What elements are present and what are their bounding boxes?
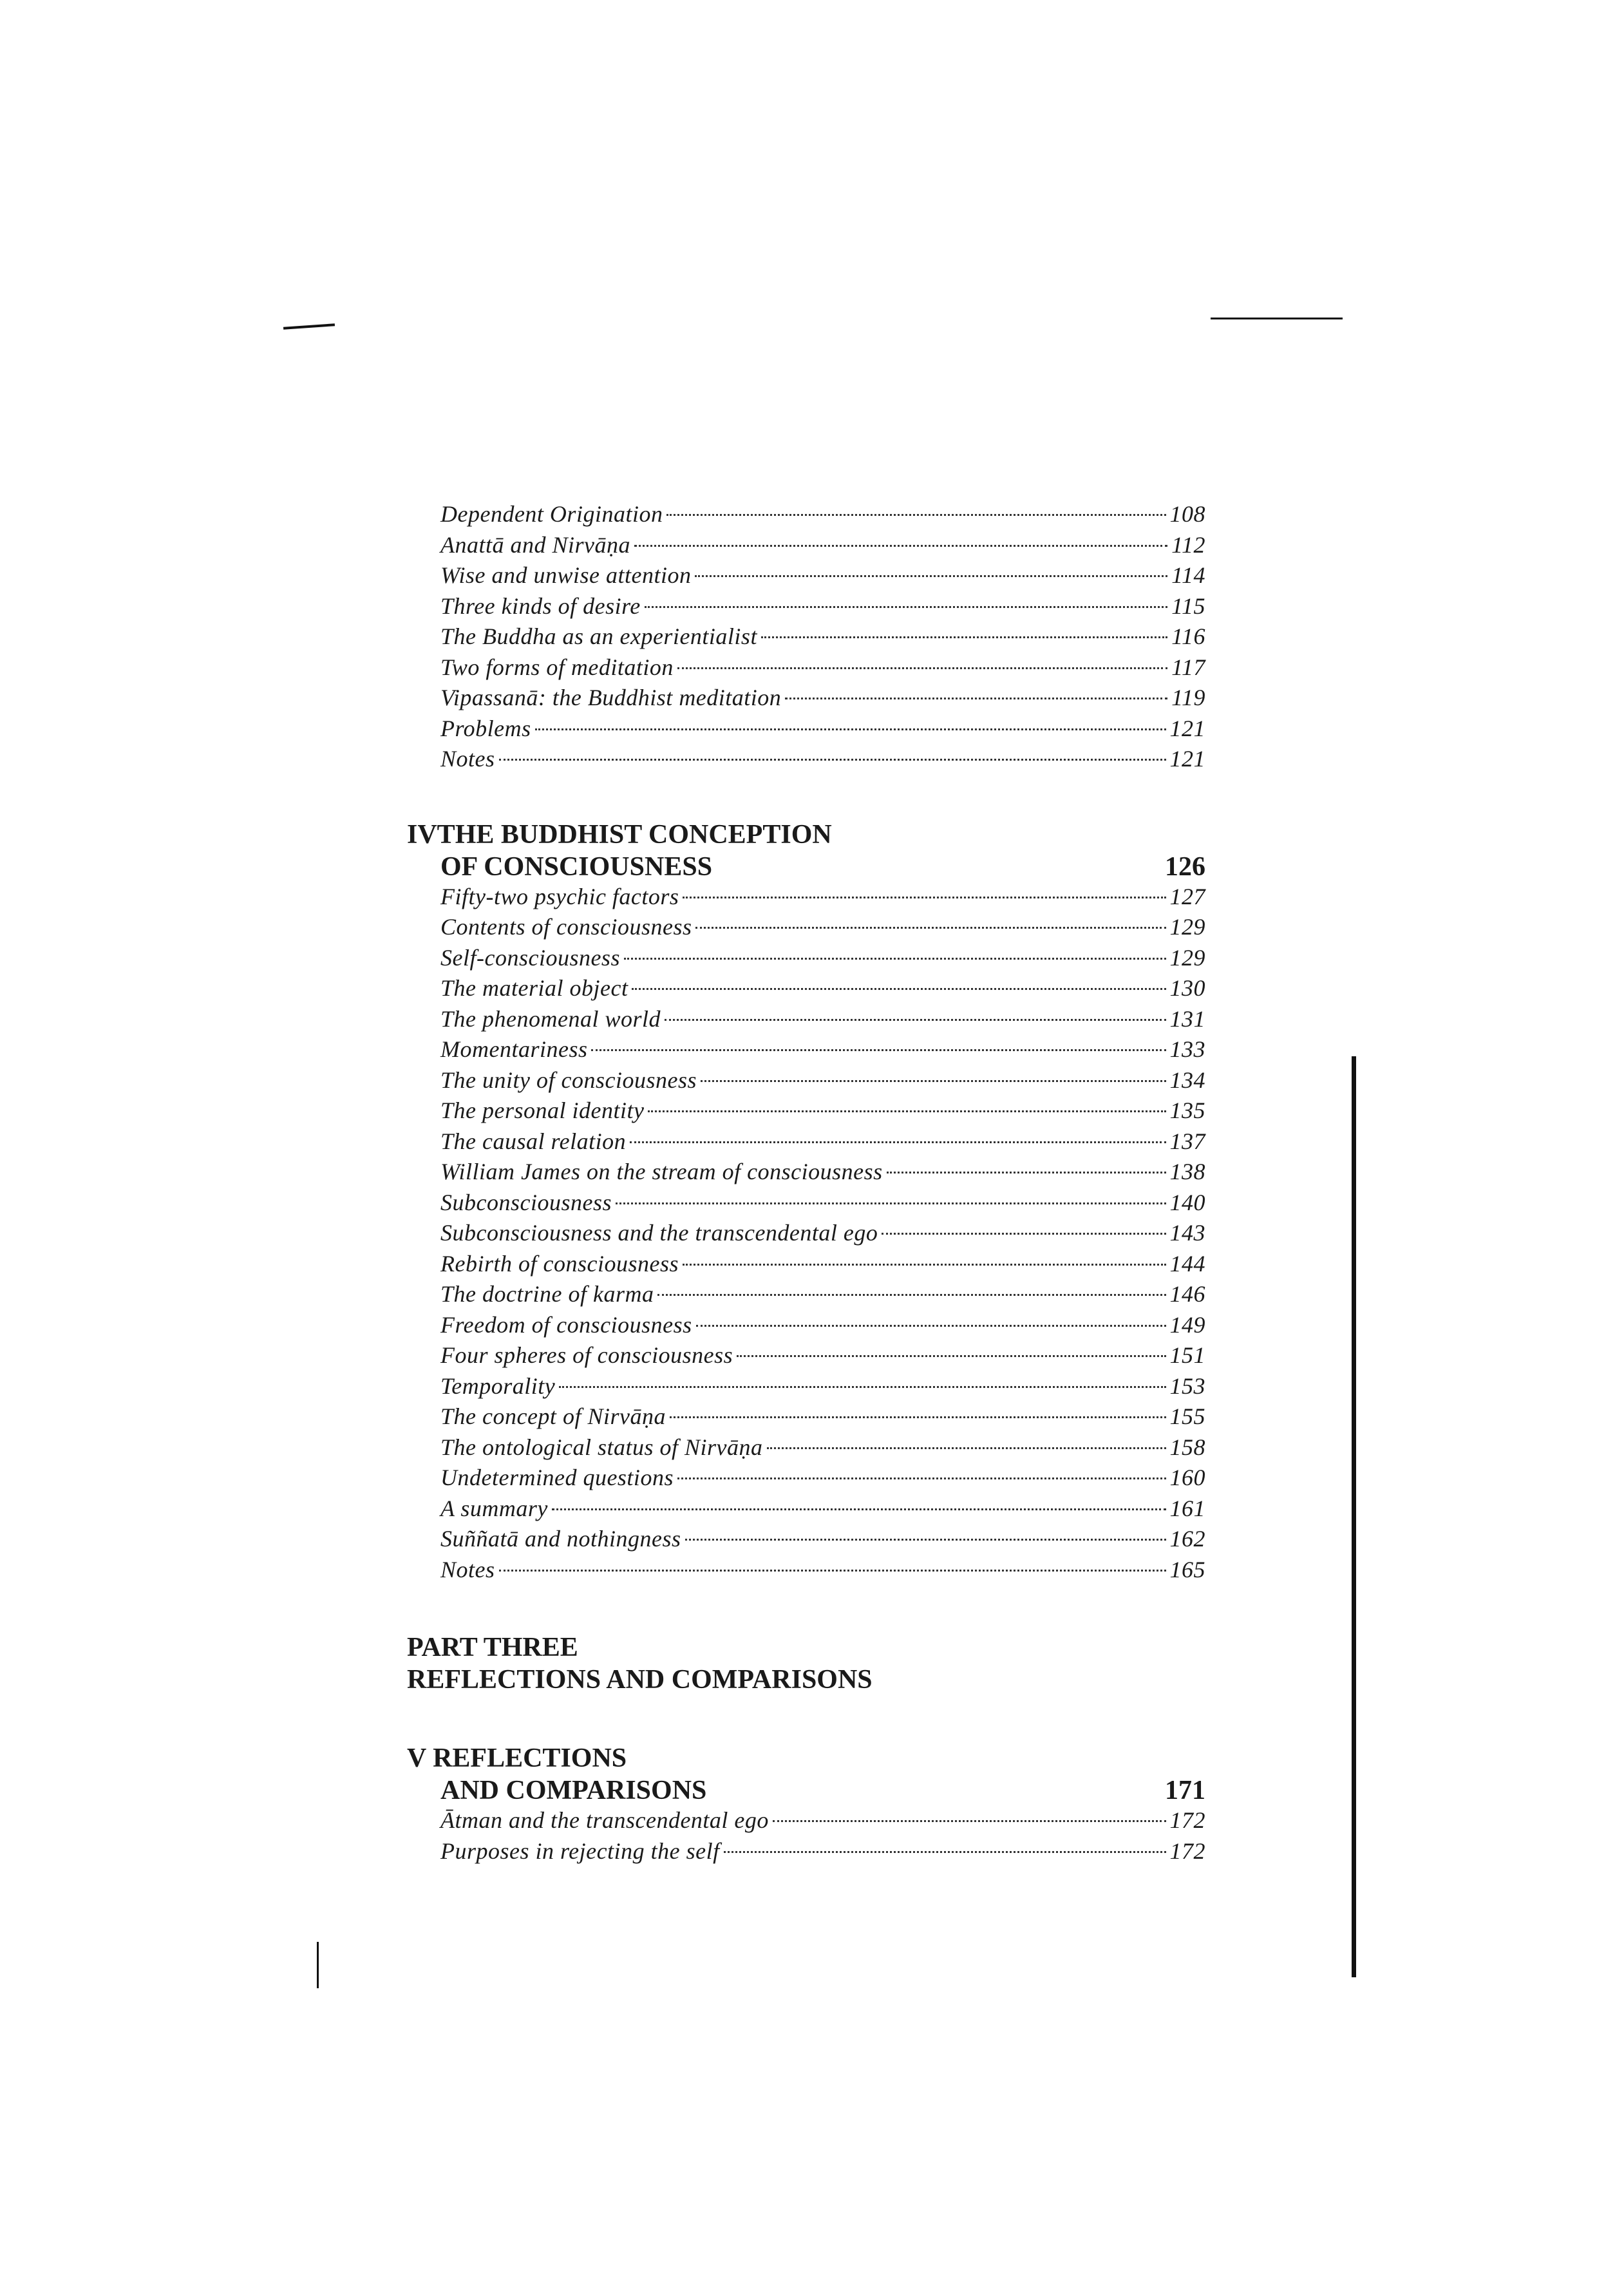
chapter-v-title-line1: V REFLECTIONS xyxy=(407,1743,627,1773)
chapter-iv-entries xyxy=(407,883,1205,1587)
toc-entry[interactable]: Subconsciousness and the transcendental ego 143 xyxy=(440,1220,1205,1246)
chapter-iv-page: 126 xyxy=(1165,851,1205,882)
toc-entry[interactable]: Contents of consciousness 129 xyxy=(440,914,1205,940)
chapter-v-page: 171 xyxy=(1165,1776,1205,1805)
toc-entry[interactable]: The personal identity 135 xyxy=(440,1097,1205,1123)
toc-entry[interactable]: William James on the stream of consciousness 138 xyxy=(440,1159,1205,1184)
toc-entry[interactable]: Notes 121 xyxy=(440,746,1205,772)
toc-entry[interactable]: Notes 165 xyxy=(440,1556,1205,1582)
toc-entry[interactable]: The doctrine of karma 146 xyxy=(440,1281,1205,1307)
toc-entry[interactable]: Wise and unwise attention 114 xyxy=(440,562,1205,588)
chapter-v-heading[interactable] xyxy=(407,1742,1205,1807)
toc-entry[interactable]: Suññatā and nothingness 162 xyxy=(440,1526,1205,1552)
toc-entry[interactable]: Fifty-two psychic factors 127 xyxy=(440,883,1205,909)
part-three-title-line1: PART THREE xyxy=(407,1633,578,1662)
toc-entry[interactable]: The causal relation 137 xyxy=(440,1128,1205,1154)
toc-entry[interactable]: Subconsciousness 140 xyxy=(440,1189,1205,1215)
toc-entry[interactable]: The phenomenal world 131 xyxy=(440,1005,1205,1032)
toc-entry[interactable]: Three kinds of desire 115 xyxy=(440,593,1205,619)
toc-entry[interactable]: The concept of Nirvāṇa 155 xyxy=(440,1403,1205,1429)
toc-entry[interactable]: A summary 161 xyxy=(440,1495,1205,1521)
toc-entry[interactable]: The material object 130 xyxy=(440,975,1205,1001)
toc-entry[interactable]: Purposes in rejecting the self 172 xyxy=(440,1838,1205,1864)
toc-entry[interactable]: Anattā and Nirvāṇa 112 xyxy=(440,531,1205,558)
section-iii-entries xyxy=(407,500,1205,776)
table-of-contents xyxy=(407,500,1205,1868)
scan-mark-top-right xyxy=(1211,318,1343,319)
scan-mark-right-edge xyxy=(1352,1056,1356,1977)
chapter-iv-heading[interactable] xyxy=(407,819,1205,883)
toc-entry[interactable]: Temporality 153 xyxy=(440,1373,1205,1399)
scan-mark-top-left xyxy=(283,323,335,330)
toc-entry[interactable]: Freedom of consciousness 149 xyxy=(440,1311,1205,1338)
scan-mark-bottom-left xyxy=(317,1942,319,1988)
toc-entry[interactable]: Self-consciousness 129 xyxy=(440,944,1205,971)
toc-entry[interactable]: Two forms of meditation 117 xyxy=(440,654,1205,680)
chapter-v-title-line2: AND COMPARISONS xyxy=(440,1776,707,1805)
chapter-iv-title-line2: OF CONSCIOUSNESS xyxy=(440,851,713,882)
chapter-iv-title-line1: IVTHE BUDDHIST CONCEPTION xyxy=(407,819,832,850)
toc-entry[interactable]: Momentariness 133 xyxy=(440,1036,1205,1062)
toc-entry[interactable]: The Buddha as an experientialist 116 xyxy=(440,623,1205,649)
part-three-heading[interactable] xyxy=(407,1631,1205,1696)
toc-entry[interactable]: Vipassanā: the Buddhist meditation 119 xyxy=(440,685,1205,710)
toc-entry[interactable]: Four spheres of consciousness 151 xyxy=(440,1342,1205,1368)
toc-entry[interactable]: The unity of consciousness 134 xyxy=(440,1067,1205,1093)
toc-entry[interactable]: The ontological status of Nirvāṇa 158 xyxy=(440,1434,1205,1460)
chapter-v-entries xyxy=(407,1807,1205,1868)
toc-entry[interactable]: Rebirth of consciousness 144 xyxy=(440,1250,1205,1277)
part-three-title-line2: REFLECTIONS AND COMPARISONS xyxy=(407,1665,873,1695)
toc-entry[interactable]: Dependent Origination 108 xyxy=(440,501,1205,527)
toc-entry[interactable]: Ātman and the transcendental ego 172 xyxy=(440,1807,1205,1833)
toc-entry[interactable]: Problems 121 xyxy=(440,715,1205,741)
toc-entry[interactable]: Undetermined questions 160 xyxy=(440,1465,1205,1490)
